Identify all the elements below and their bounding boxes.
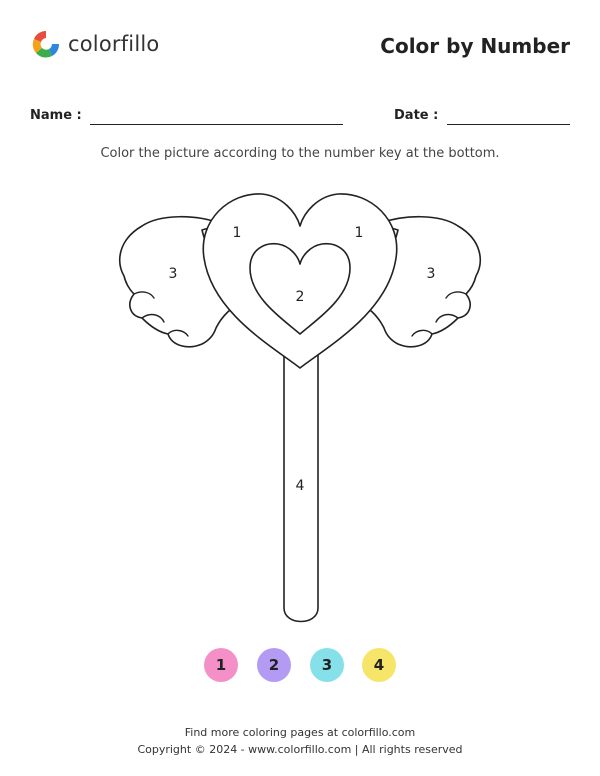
- color-key-dot-2[interactable]: [257, 648, 291, 682]
- color-key-dot-1[interactable]: [204, 648, 238, 682]
- color-key-number: 1: [215, 656, 227, 674]
- region-label-inner-heart: 2: [295, 289, 305, 305]
- color-key-number: 4: [373, 656, 385, 674]
- region-label-heart-right: 1: [354, 225, 364, 241]
- color-key-dot-3[interactable]: [310, 648, 344, 682]
- brand-name: colorfillo: [68, 32, 160, 56]
- page-title: Color by Number: [380, 34, 570, 58]
- region-label-wing-left: 3: [168, 266, 178, 282]
- region-label-stick: 4: [295, 478, 305, 494]
- color-key-number: 2: [268, 656, 280, 674]
- footer-copyright: Copyright © 2024 - www.colorfillo.com | All rights reserved: [137, 743, 463, 756]
- region-label-wing-right: 3: [426, 266, 436, 282]
- date-label: Date :: [394, 108, 439, 123]
- name-label: Name :: [30, 108, 82, 123]
- color-key-dot-4[interactable]: [362, 648, 396, 682]
- footer-promo[interactable]: Find more coloring pages at colorfillo.com: [184, 726, 416, 739]
- footer: [0, 724, 600, 758]
- region-label-heart-left: 1: [232, 225, 242, 241]
- color-key: [0, 648, 600, 688]
- color-key-number: 3: [321, 656, 333, 674]
- instruction-text: Color the picture according to the number key at the bottom.: [100, 146, 500, 161]
